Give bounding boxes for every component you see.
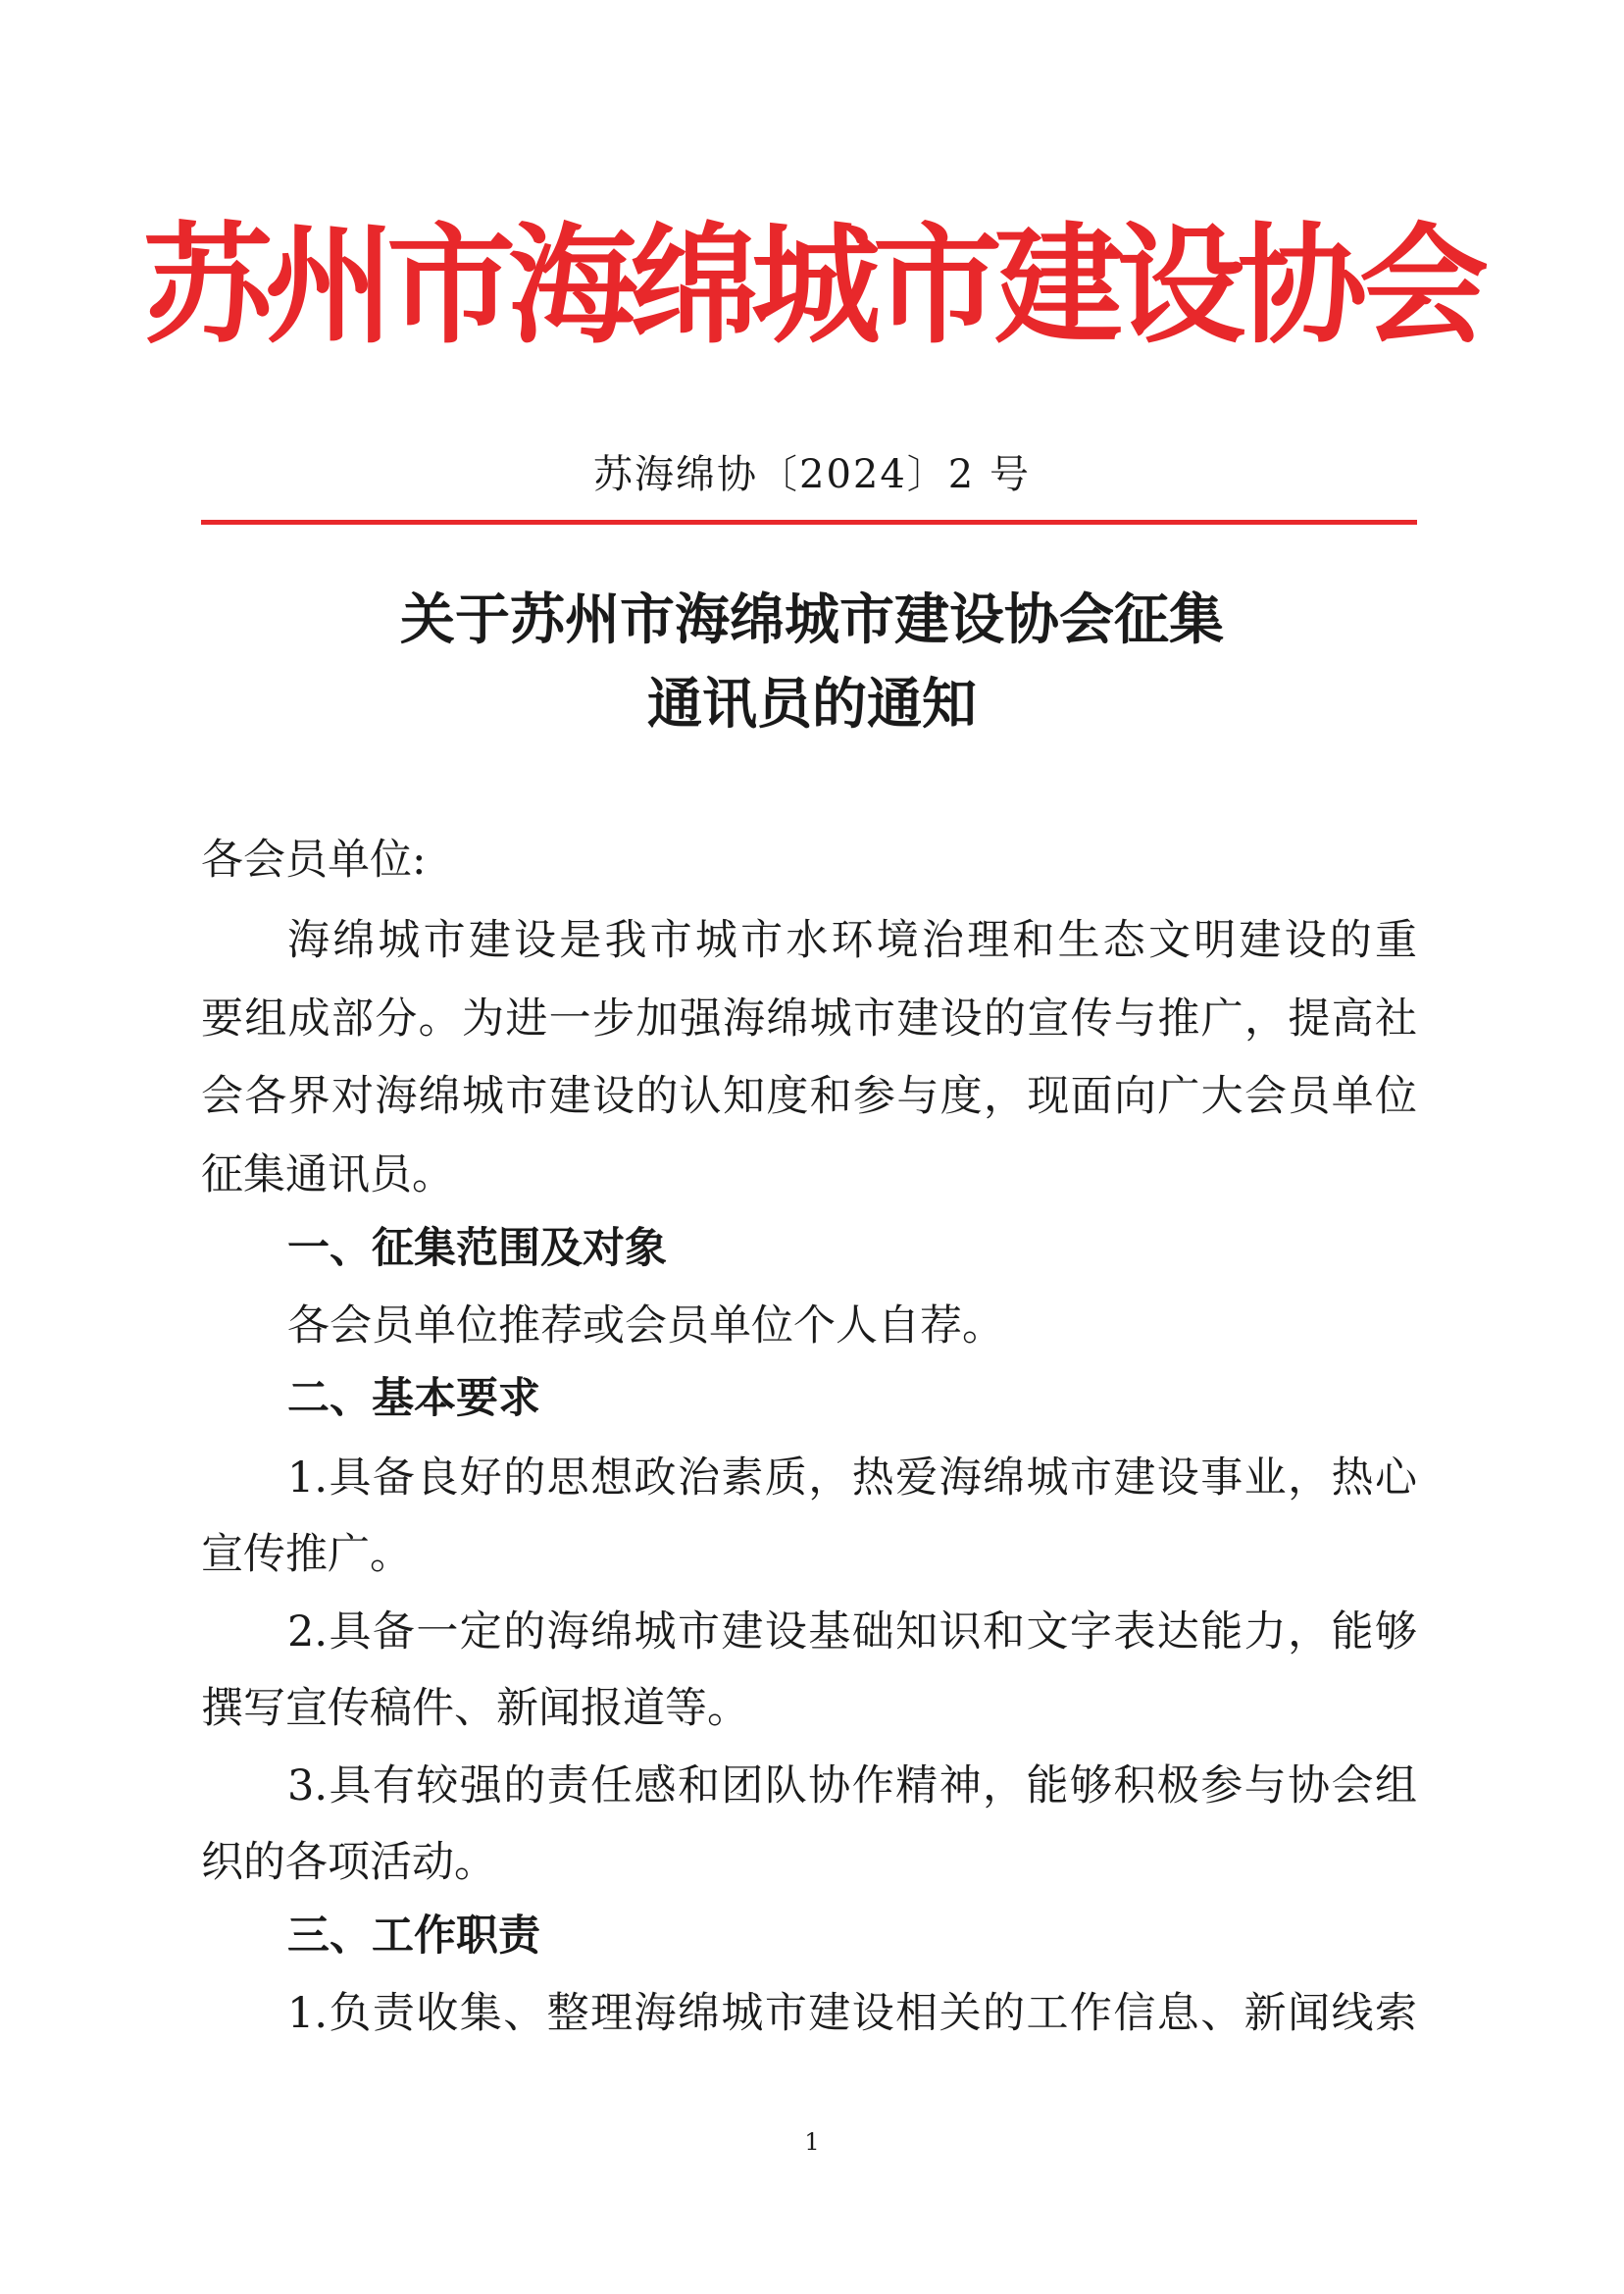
document-number: 苏海绵协〔2024〕2 号 bbox=[593, 452, 1031, 497]
requirement-2-line: 撰写宣传稿件、新闻报道等。 bbox=[201, 1684, 749, 1733]
requirement-1-line: 1.具备良好的思想政治素质，热爱海绵城市建设事业，热心 bbox=[287, 1453, 1417, 1503]
scope-text: 各会员单位推荐或会员单位个人自荐。 bbox=[287, 1301, 1004, 1351]
notice-title-line-1: 关于苏州市海绵城市建设协会征集 bbox=[400, 588, 1224, 652]
intro-paragraph-line: 征集通讯员。 bbox=[201, 1150, 454, 1199]
requirement-3-line: 织的各项活动。 bbox=[201, 1838, 496, 1887]
section-heading-scope: 一、征集范围及对象 bbox=[287, 1224, 667, 1273]
salutation: 各会员单位: bbox=[201, 836, 427, 885]
page-number: 1 bbox=[804, 2128, 820, 2156]
section-heading-requirements: 二、基本要求 bbox=[287, 1374, 540, 1423]
red-divider-line bbox=[201, 520, 1417, 525]
intro-paragraph-line: 海绵城市建设是我市城市水环境治理和生态文明建设的重 bbox=[287, 916, 1417, 965]
organization-name-header: 苏州市海绵城市建设协会 bbox=[143, 211, 1481, 362]
notice-title-line-2: 通讯员的通知 bbox=[647, 673, 977, 737]
section-heading-duties: 三、工作职责 bbox=[287, 1912, 540, 1961]
intro-paragraph-line: 要组成部分。为进一步加强海绵城市建设的宣传与推广，提高社 bbox=[201, 994, 1417, 1044]
intro-paragraph-line: 会各界对海绵城市建设的认知度和参与度，现面向广大会员单位 bbox=[201, 1072, 1417, 1121]
requirement-1-line: 宣传推广。 bbox=[201, 1530, 412, 1579]
requirement-3-line: 3.具有较强的责任感和团队协作精神，能够积极参与协会组 bbox=[287, 1761, 1417, 1810]
requirement-2-line: 2.具备一定的海绵城市建设基础知识和文字表达能力，能够 bbox=[287, 1607, 1417, 1657]
notice-title bbox=[0, 579, 1624, 747]
duty-1-line: 1.负责收集、整理海绵城市建设相关的工作信息、新闻线索 bbox=[287, 1989, 1417, 2038]
